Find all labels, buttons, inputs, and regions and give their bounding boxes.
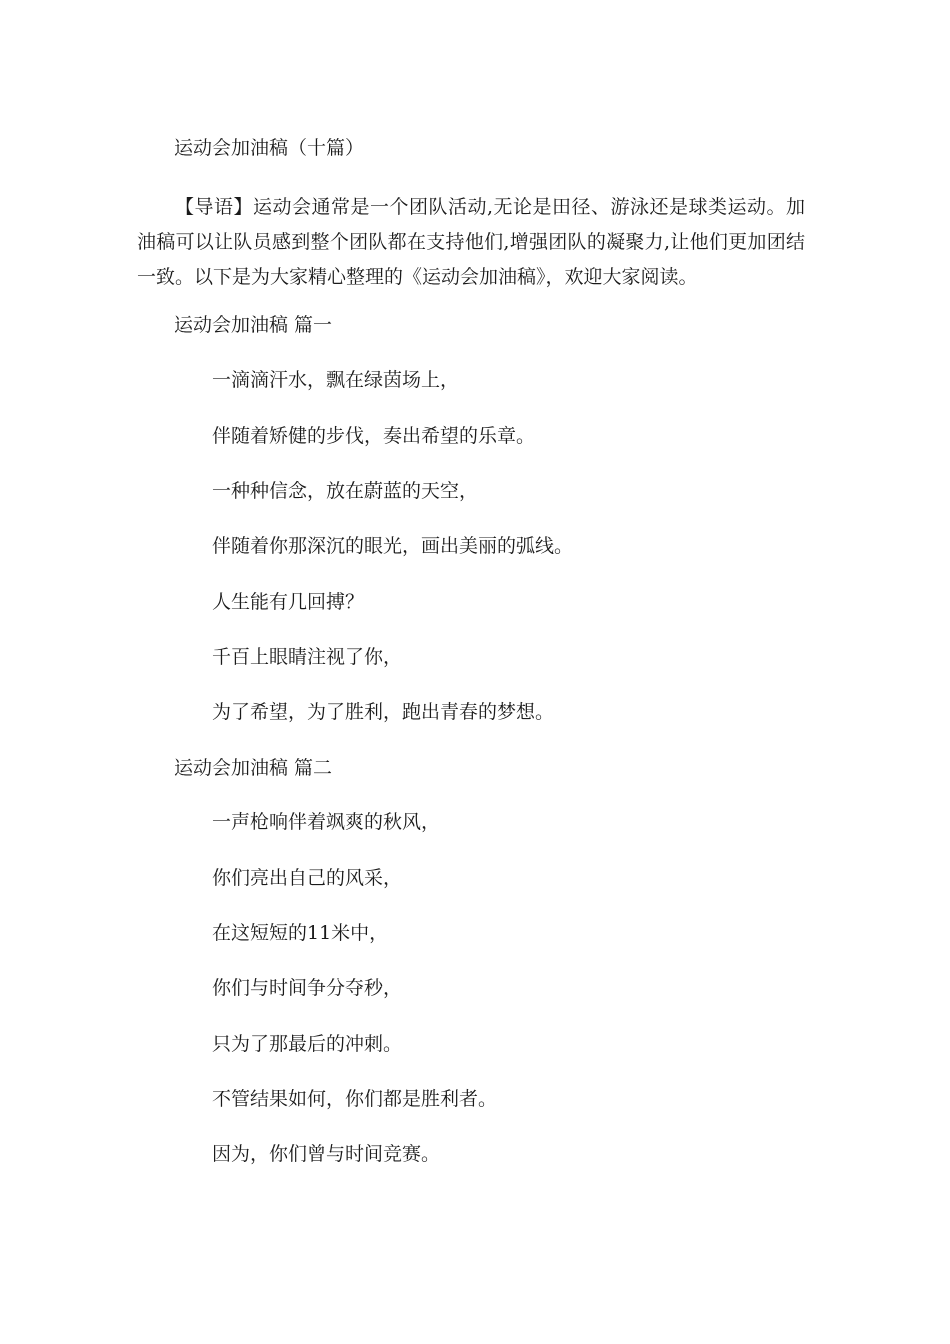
verse-line: 为了希望，为了胜利，跑出青春的梦想。: [212, 701, 555, 723]
verse-line: 人生能有几回搏？: [212, 591, 365, 613]
verse-line: 一滴滴汗水，飘在绿茵场上，: [212, 369, 460, 391]
verse-line: 只为了那最后的冲刺。: [212, 1033, 403, 1055]
verse-line: 因为，你们曾与时间竞赛。: [212, 1143, 441, 1165]
verse-line: 一种种信念，放在蔚蓝的天空，: [212, 480, 479, 502]
verse-line: 伴随着你那深沉的眼光，画出美丽的弧线。: [212, 535, 574, 557]
verse-line: 千百上眼睛注视了你，: [212, 646, 403, 668]
verse-line: 你们与时间争分夺秒，: [212, 977, 403, 999]
verse-line: 你们亮出自己的风采，: [212, 867, 403, 889]
section-heading-1: 运动会加油稿 篇一: [174, 314, 333, 336]
section-heading-2: 运动会加油稿 篇二: [174, 757, 333, 779]
verse-line: 不管结果如何，你们都是胜利者。: [212, 1088, 498, 1110]
document-title: 运动会加油稿（十篇）: [174, 137, 365, 159]
verse-line: 一声枪响伴着飒爽的秋风，: [212, 811, 441, 833]
verse-line: 在这短短的11米中，: [212, 922, 389, 944]
verse-line: 伴随着矫健的步伐，奏出希望的乐章。: [212, 425, 536, 447]
intro-paragraph: 【导语】运动会通常是一个团队活动,无论是田径、游泳还是球类运动。加油稿可以让队员感到整个团队都在支持他们,增强团队的凝聚力,让他们更加团结一致。以下是为大家精心整理的《运动会加油稿》，欢迎大家阅读。: [137, 196, 805, 288]
